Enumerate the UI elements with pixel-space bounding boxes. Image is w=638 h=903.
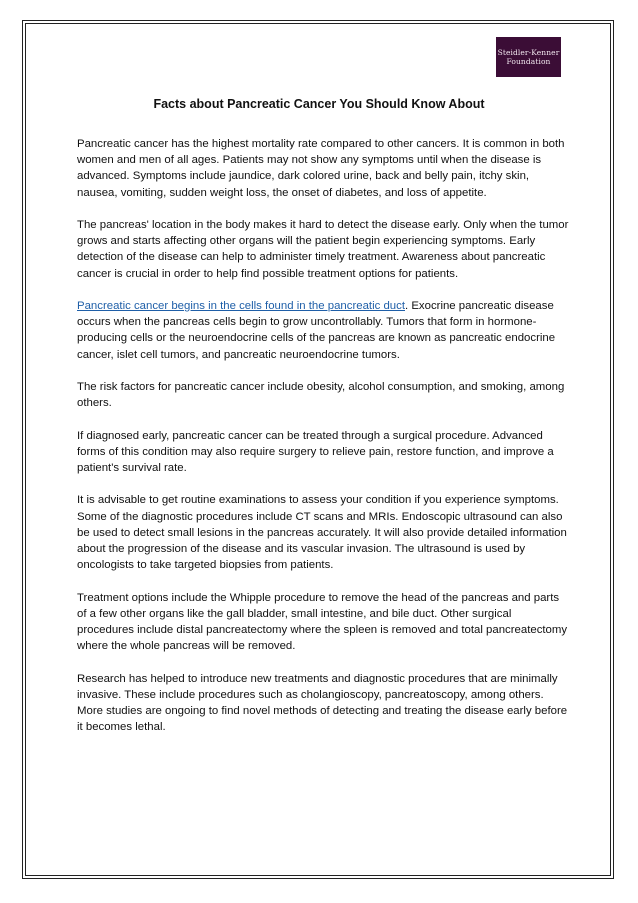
document-body xyxy=(77,136,569,752)
document-title: Facts about Pancreatic Cancer You Should Know About xyxy=(153,97,485,111)
paragraph-location: The pancreas' location in the body makes it hard to detect the disease early. Only when the tumor grows and starts affecting other organs will the patient begin experiencing symptoms. Early detection of the disease can help to administer timely treatment. Awareness about pancreatic cancer is crucial in order to help find possible treatment options for patients. xyxy=(77,219,569,280)
paragraph-early-diagnosis: If diagnosed early, pancreatic cancer can be treated through a surgical procedure. Advanced forms of this condition may also require surgery to relieve pain, restore function, and improve a patient's survival rate. xyxy=(77,429,554,474)
paragraph-research: Research has helped to introduce new treatments and diagnostic procedures that are minimally invasive. These include procedures such as cholangioscopy, pancreatoscopy, among others. More studies are ongoing to find novel methods of detecting and treating the disease early before it becomes lethal. xyxy=(77,672,568,734)
logo-line-1: Steidler-Kenner xyxy=(497,48,560,57)
paragraph-diagnostics: It is advisable to get routine examinations to assess your condition if you experience symptoms. Some of the diagnostic procedures include CT scans and MRIs. Endoscopic ultrasound can also be used to detect small lesions in the pancreas accurately. It will also provide detailed information about the progression of the disease and its vascular invasion. The ultrasound is used by oncologists to take targeted biopsies from patients. xyxy=(77,494,567,572)
paragraph-origin-text: . Exocrine pancreatic disease occurs when the pancreas cells begin to grow uncontrollably. Tumors that form in hormone-producing cells or the neuroendocrine cells of the pancreas are known as pancreatic endocrine cancer, islet cell tumors, and pancreatic neuroendocrine tumors. xyxy=(77,300,556,361)
pancreatic-duct-link[interactable]: Pancreatic cancer begins in the cells found in the pancreatic duct xyxy=(77,300,405,312)
logo-line-2: Foundation xyxy=(506,57,551,66)
paragraph-intro: Pancreatic cancer has the highest mortality rate compared to other cancers. It is common in both women and men of all ages. Patients may not show any symptoms until when the disease is advanced. Symptoms include jaundice, dark colored urine, back and belly pain, itchy skin, nausea, vomiting, sudden weight loss, the onset of diabetes, and loss of appetite. xyxy=(77,138,565,199)
paragraph-risk-factors: The risk factors for pancreatic cancer include obesity, alcohol consumption, and smoking, among others. xyxy=(77,381,565,410)
foundation-logo xyxy=(496,37,561,77)
paragraph-treatment: Treatment options include the Whipple procedure to remove the head of the pancreas and parts of a few other organs like the gall bladder, small intestine, and bile duct. Other surgical procedures include distal pancreatectomy where the spleen is removed and total pancreatectomy where the whole pancreas will be removed. xyxy=(77,591,568,653)
paragraph-origin xyxy=(77,298,569,363)
